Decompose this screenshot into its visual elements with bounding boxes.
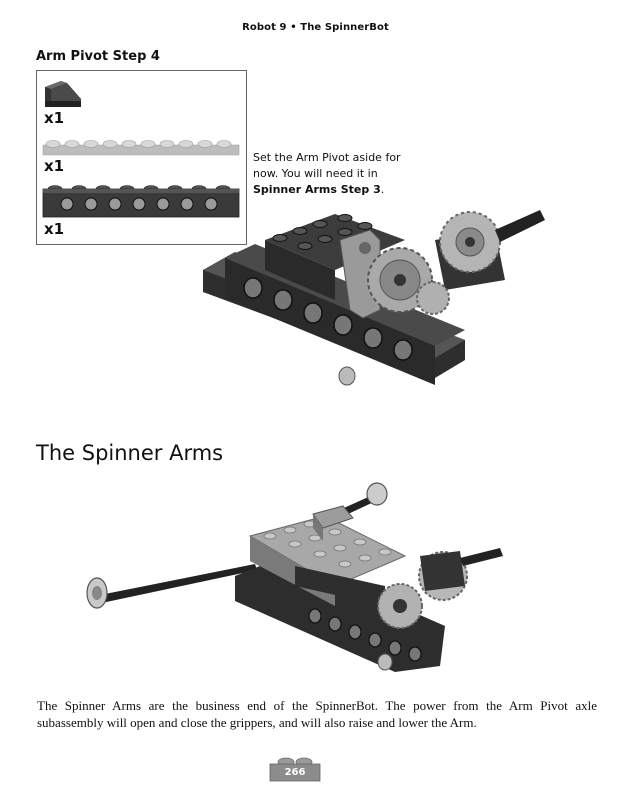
step-title: Arm Pivot Step 4: [36, 49, 160, 64]
note-text: Set the Arm Pivot aside for now. You will need it in: [253, 151, 401, 180]
section-heading: The Spinner Arms: [36, 441, 224, 465]
running-head: Robot 9 • The SpinnerBot: [242, 22, 389, 33]
spinner-arms-illustration: [85, 476, 525, 676]
part-quantity: x1: [44, 109, 65, 127]
page-number: 266: [284, 767, 306, 778]
part-quantity: x1: [44, 157, 65, 175]
page-number-badge: [270, 755, 320, 781]
step-note: [253, 150, 428, 198]
part-quantity: x1: [44, 220, 65, 238]
note-end: .: [380, 183, 385, 196]
slope-brick-icon: [43, 79, 83, 109]
arm-pivot-assembly-illustration: [195, 200, 555, 430]
body-paragraph: The Spinner Arms are the business end of the SpinnerBot. The power from the Arm Pivot axle subassembly will open and close the grippers, and will also raise and lower the Arm.: [37, 698, 597, 730]
light-gray-plate-icon: [43, 135, 239, 157]
note-emphasis: Spinner Arms Step 3: [253, 183, 381, 196]
